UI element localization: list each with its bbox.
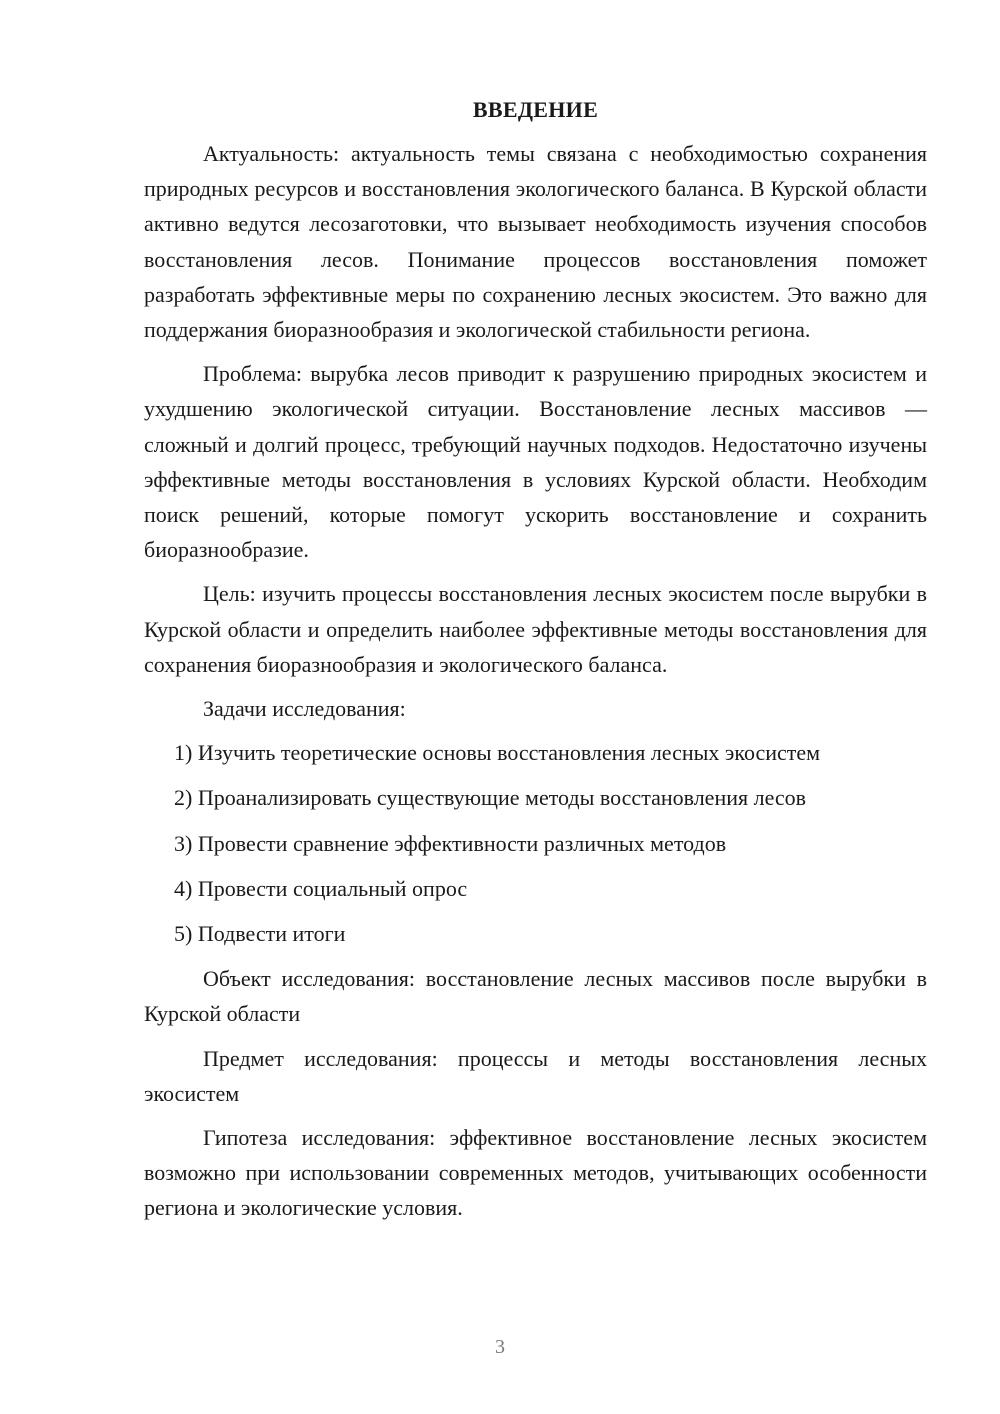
goal-paragraph: Цель: изучить процессы восстановления лесных экосистем после вырубки в Курской области и определить наиболее эффективные методы восстановления для сохранения биоразнообразия и экологического баланса. [144, 581, 927, 677]
task-item-1: 1) Изучить теоретические основы восстановления лесных экосистем [174, 740, 821, 766]
relevance-paragraph: Актуальность: актуальность темы связана с необходимостью сохранения природных ресурсов и восстановления экологического баланса. В Курской области активно ведутся лесозаготовки, что вызывает необходимость изучения способов восстановления лесов. Понимание процессов восстановления поможет разработать эффективные меры по сохранению лесных экосистем. Это важно для поддержания биоразнообразия и экологической стабильности региона. [144, 141, 927, 343]
task-item-5: 5) Подвести итоги [174, 921, 346, 947]
object-paragraph: Объект исследования: восстановление лесных массивов после вырубки в Курской области [144, 966, 927, 1027]
section-heading: ВВЕДЕНИЕ [472, 97, 599, 122]
subject-paragraph: Предмет исследования: процессы и методы восстановления лесных экосистем [144, 1045, 927, 1106]
task-item-2: 2) Проанализировать существующие методы восстановления лесов [174, 785, 807, 811]
document-page [144, 96, 927, 1235]
problem-paragraph: Проблема: вырубка лесов приводит к разрушению природных экосистем и ухудшению экологической ситуации. Восстановление лесных массивов — сложный и долгий процесс, требующий научных подходов. Недостаточно изучены эффективные методы восстановления в условиях Курской области. Необходим поиск решений, которые помогут ускорить восстановление и сохранить биоразнообразие. [144, 361, 927, 563]
task-list [144, 735, 927, 951]
page-number: 3 [495, 1336, 505, 1358]
hypothesis-paragraph: Гипотеза исследования: эффективное восстановление лесных экосистем возможно при использовании современных методов, учитывающих особенности региона и экологические условия. [144, 1125, 927, 1221]
tasks-title: Задачи исследования: [203, 696, 406, 722]
task-item-3: 3) Провести сравнение эффективности различных методов [174, 830, 727, 856]
task-item-4: 4) Провести социальный опрос [174, 875, 468, 901]
